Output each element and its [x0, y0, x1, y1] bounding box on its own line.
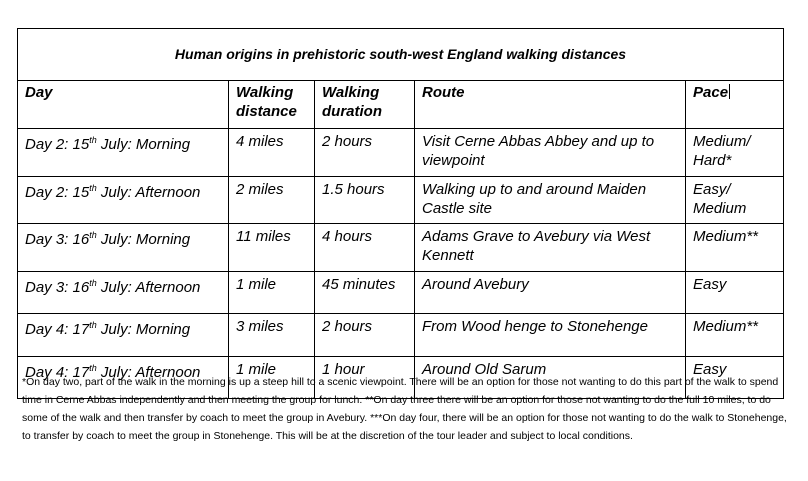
cell-pace: Medium** [686, 224, 784, 272]
cell-day: Day 3: 16th July: Afternoon [18, 272, 229, 314]
cell-day: Day 4: 17th July: Morning [18, 314, 229, 357]
cell-day: Day 2: 15th July: Morning [18, 129, 229, 177]
cell-walking-duration: 4 hours [315, 224, 415, 272]
cell-walking-distance: 11 miles [229, 224, 315, 272]
table-row [18, 272, 784, 314]
header-pace-label: Pace [693, 84, 729, 101]
cell-walking-duration: 1 hour [315, 357, 415, 399]
cell-pace: Easy [686, 357, 784, 399]
footnotes: *On day two, part of the walk in the morning is up a steep hill to a scenic viewpoint. There will be an option for those not wanting to do this part of the walk to spend time in Cerne Abbas independently and then meeting the group for lunch. **On day three there will be an option for those not wanting to do the full 10 miles, to do some of the walk and then transfer by coach to meet the group in Avebury. ***On day four, there will be an option for those not wanting to do the walk to Stonehenge, to transfer by coach to meet the group in Stonehenge. This will be at the discretion of the tour leader and subject to local conditions. [22, 376, 787, 442]
cell-day: Day 2: 15th July: Afternoon [18, 177, 229, 224]
cell-walking-distance: 2 miles [229, 177, 315, 224]
cell-pace: Medium/ Hard* [686, 129, 784, 177]
cell-pace: Easy/ Medium [686, 177, 784, 224]
cell-walking-duration: 1.5 hours [315, 177, 415, 224]
header-pace[interactable] [686, 81, 784, 129]
header-walking-distance: Walking distance [229, 81, 315, 129]
cell-walking-duration: 45 minutes [315, 272, 415, 314]
cell-route: Visit Cerne Abbas Abbey and up to viewpoint [415, 129, 686, 177]
cell-day: Day 3: 16th July: Morning [18, 224, 229, 272]
table-row [18, 177, 784, 224]
cell-walking-duration: 2 hours [315, 129, 415, 177]
cell-route: From Wood henge to Stonehenge [415, 314, 686, 357]
table-title: Human origins in prehistoric south-west England walking distances [18, 29, 784, 81]
cell-walking-distance: 3 miles [229, 314, 315, 357]
cell-pace: Medium** [686, 314, 784, 357]
cell-route: Around Old Sarum [415, 357, 686, 399]
cell-walking-distance: 1 mile [229, 272, 315, 314]
table-row [18, 224, 784, 272]
cell-route: Adams Grave to Avebury via West Kennett [415, 224, 686, 272]
cell-walking-distance: 4 miles [229, 129, 315, 177]
cell-route: Around Avebury [415, 272, 686, 314]
table-row [18, 314, 784, 357]
cell-walking-duration: 2 hours [315, 314, 415, 357]
cell-walking-distance: 1 mile [229, 357, 315, 399]
header-walking-duration: Walking duration [315, 81, 415, 129]
header-day: Day [18, 81, 229, 129]
cell-day: Day 4: 17th July: Afternoon [18, 357, 229, 399]
text-cursor [729, 84, 730, 99]
cell-route: Walking up to and around Maiden Castle site [415, 177, 686, 224]
header-route: Route [415, 81, 686, 129]
cell-pace: Easy [686, 272, 784, 314]
walking-distances-table [17, 28, 784, 399]
table-row [18, 129, 784, 177]
